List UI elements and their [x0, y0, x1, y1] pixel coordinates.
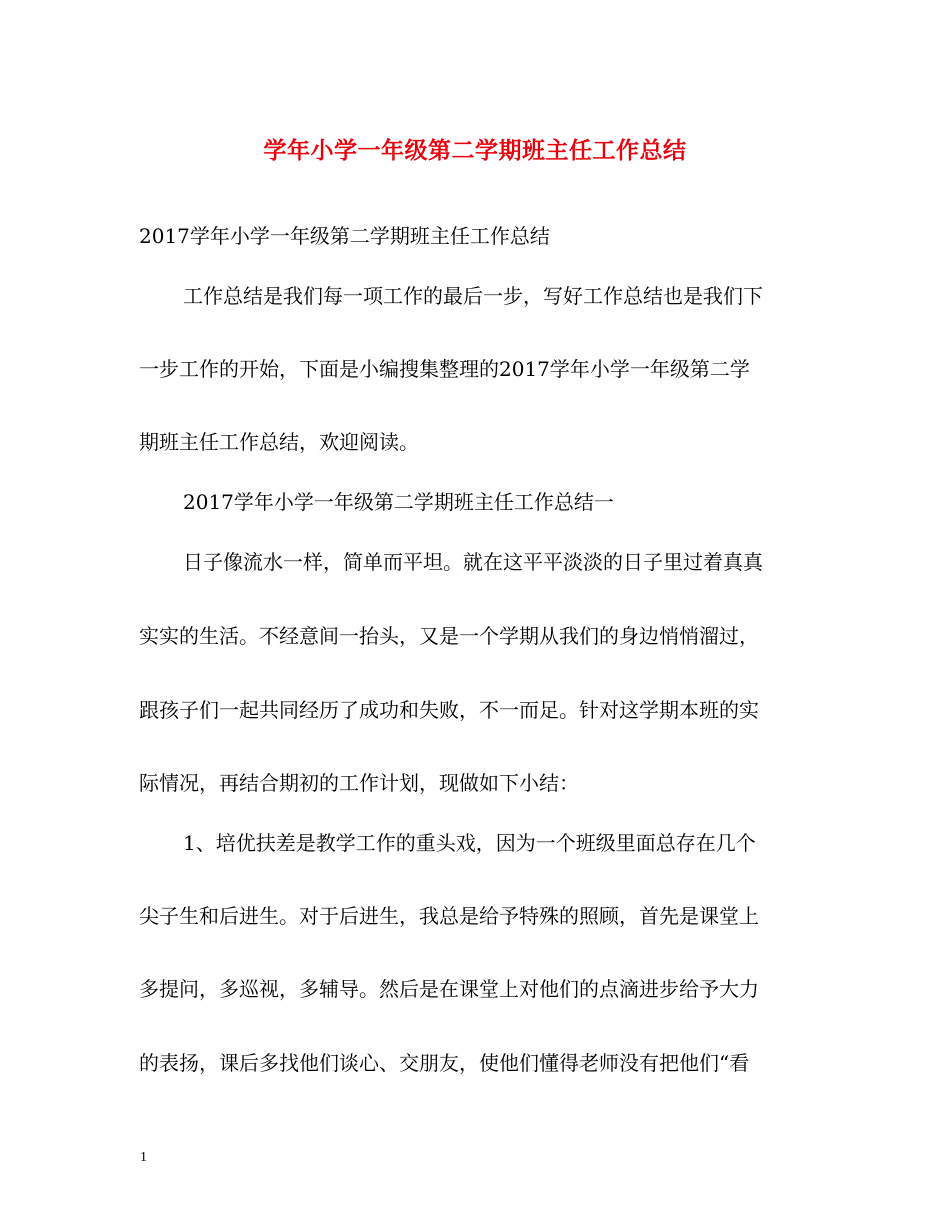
- paragraph-line: 期班主任工作总结，欢迎阅读。: [139, 430, 419, 454]
- paragraph-line: 工作总结是我们每一项工作的最后一步，写好工作总结也是我们下: [183, 284, 763, 308]
- paragraph-line: 尖子生和后进生。对于后进生，我总是给予特殊的照顾，首先是课堂上: [139, 904, 759, 928]
- subtitle-line: 2017学年小学一年级第二学期班主任工作总结: [139, 224, 550, 248]
- paragraph-line: 跟孩子们一起共同经历了成功和失败，不一而足。针对这学期本班的实: [139, 698, 759, 722]
- paragraph-line: 日子像流水一样，简单而平坦。就在这平平淡淡的日子里过着真真: [183, 550, 763, 574]
- paragraph-line: 1、培优扶差是教学工作的重头戏，因为一个班级里面总存在几个: [183, 831, 756, 855]
- document-title: 学年小学一年级第二学期班主任工作总结: [263, 137, 687, 164]
- section-heading: 2017学年小学一年级第二学期班主任工作总结一: [183, 490, 614, 514]
- paragraph-line: 多提问，多巡视，多辅导。然后是在课堂上对他们的点滴进步给予大力: [139, 977, 759, 1001]
- paragraph-line: 际情况，再结合期初的工作计划，现做如下小结：: [139, 771, 579, 795]
- paragraph-line: 一步工作的开始，下面是小编搜集整理的2017学年小学一年级第二学: [139, 357, 750, 381]
- page-number: 1: [140, 1150, 147, 1165]
- paragraph-line: 实实的生活。不经意间一抬头，又是一个学期从我们的身边悄悄溜过，: [139, 624, 759, 648]
- paragraph-line: 的表扬，课后多找他们谈心、交朋友，使他们懂得老师没有把他们“看: [139, 1051, 750, 1075]
